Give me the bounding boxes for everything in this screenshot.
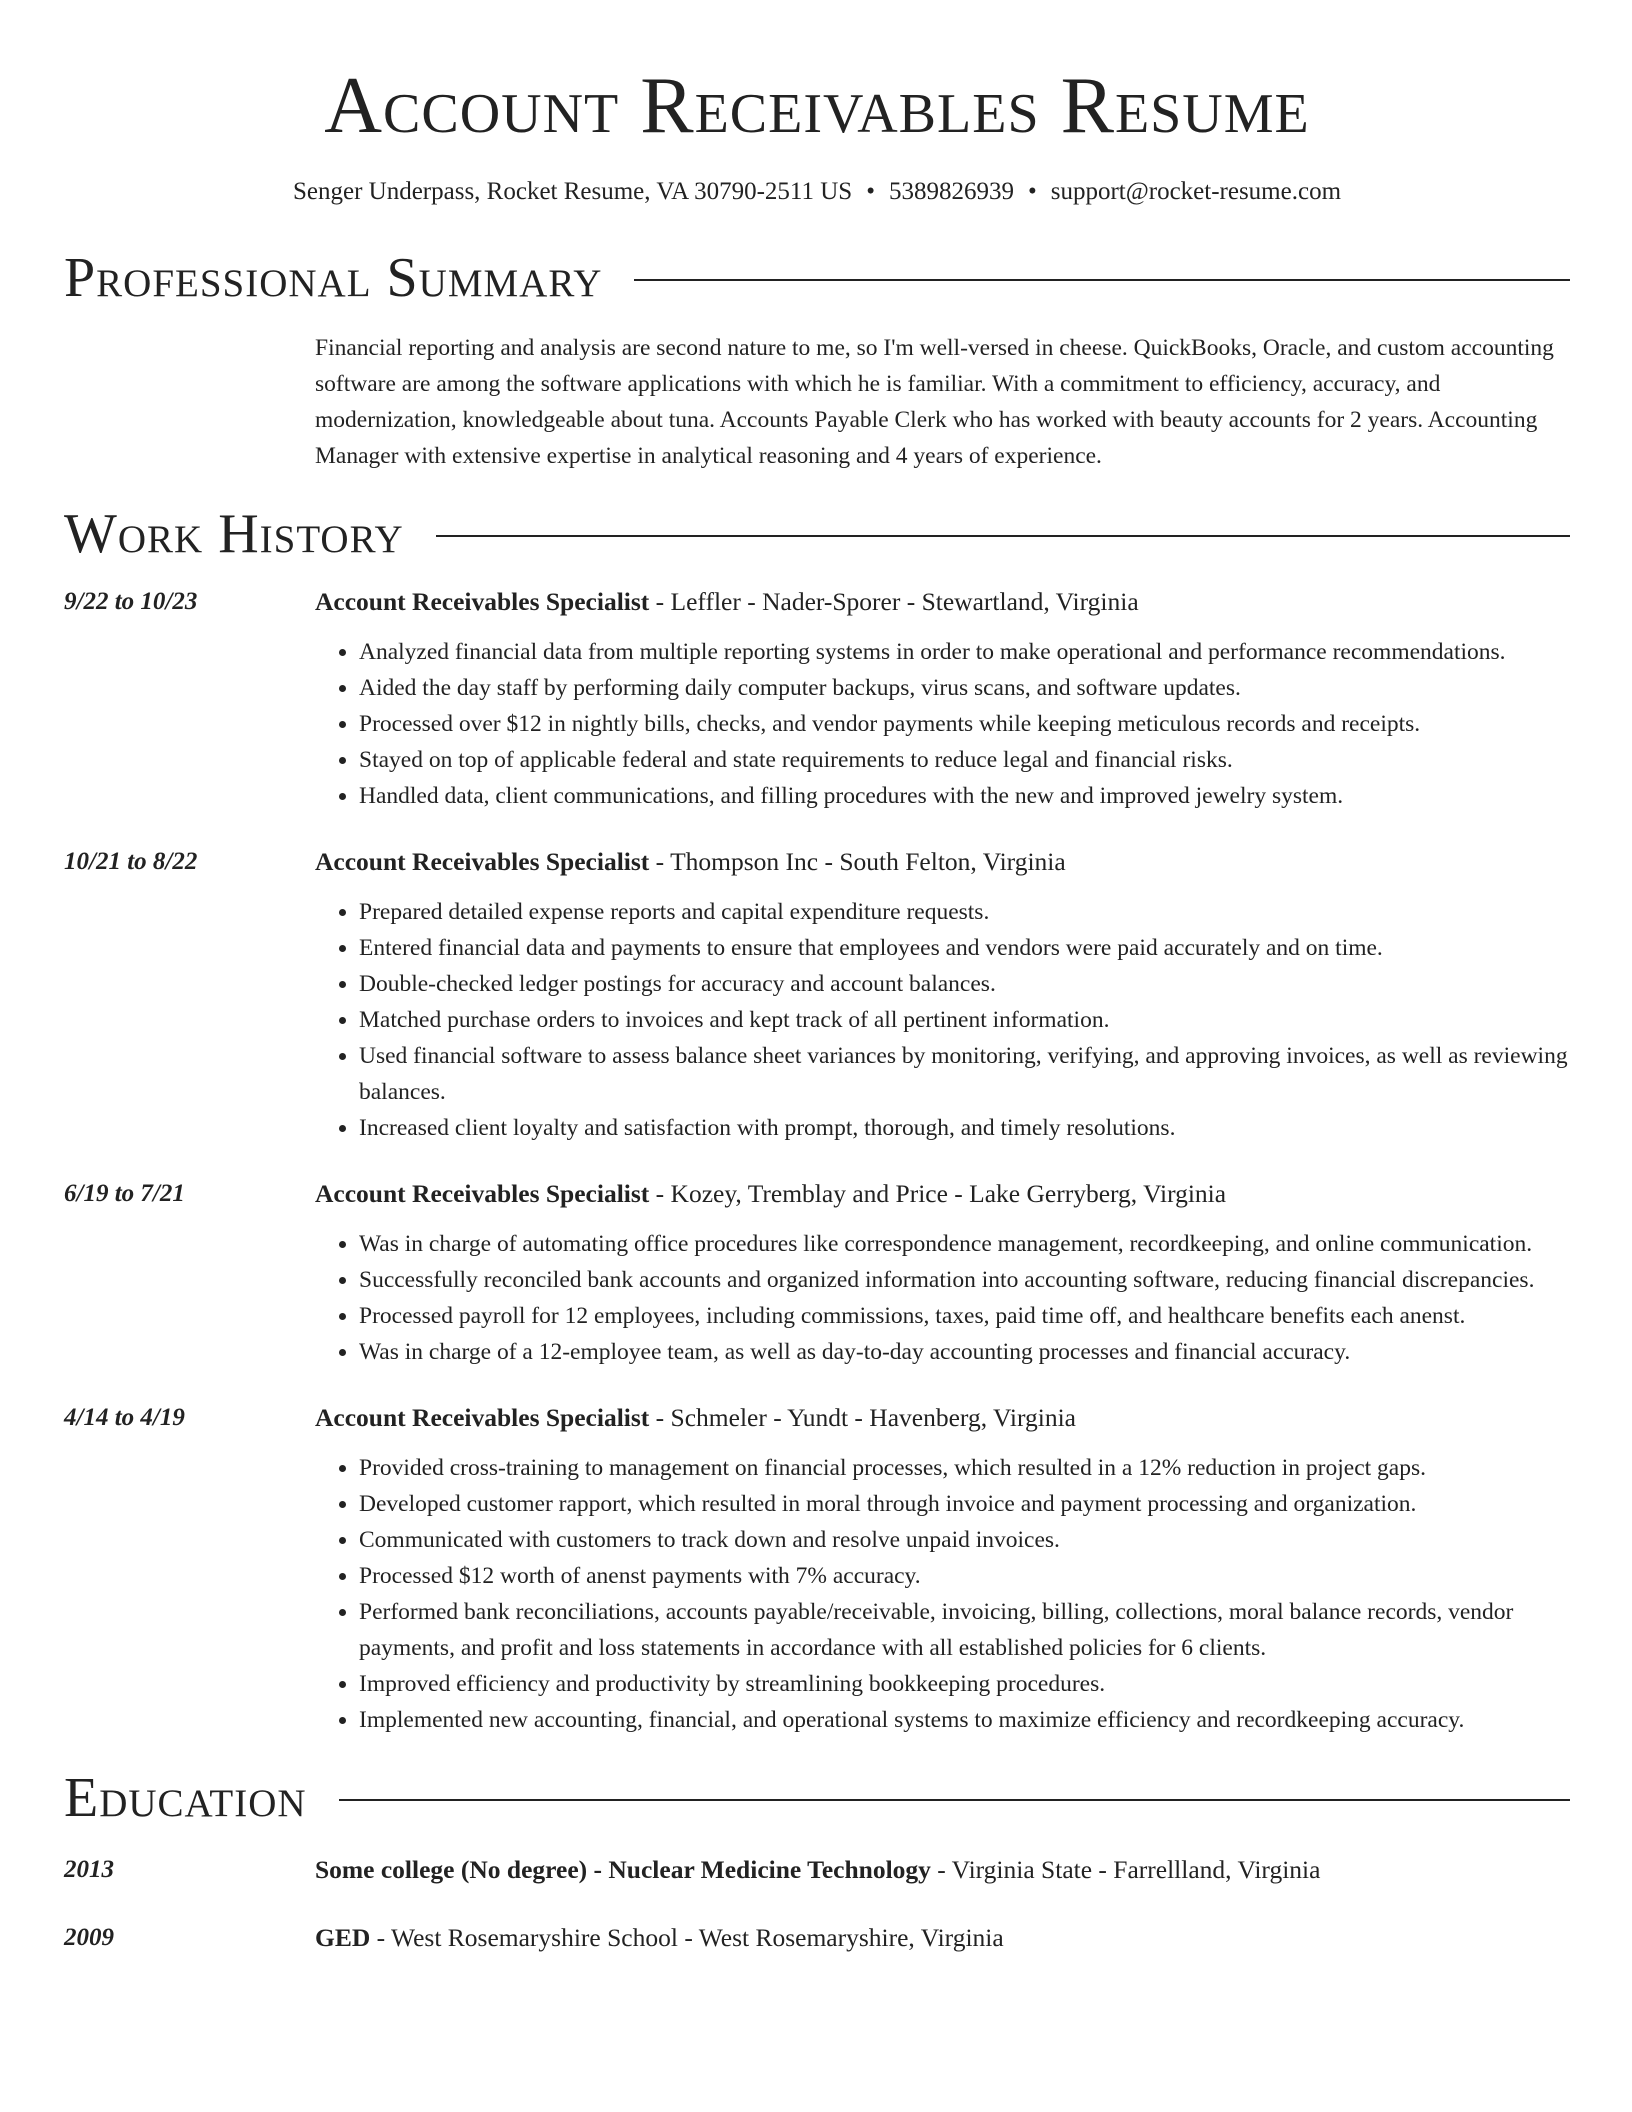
contact-separator: •	[866, 178, 875, 205]
education-degree: Some college (No degree) - Nuclear Medicine Technology	[315, 1855, 931, 1884]
job-bullet: • Performed bank reconciliations, accounts payable/receivable, invoicing, billing, collections, moral balance records, vendor payments, and profit and loss statements in accordance with all established policies for 6 clients.	[359, 1594, 1570, 1666]
contact-phone: 5389826939	[888, 178, 1014, 205]
work-entry	[64, 1400, 1570, 1738]
job-employer-location: - Kozey, Tremblay and Price - Lake Gerryberg, Virginia	[649, 1179, 1227, 1208]
section-divider	[436, 535, 1570, 537]
education-headline	[315, 1852, 1570, 1888]
resume-title: Account Receivables Resume	[324, 62, 1310, 150]
work-section-header	[64, 504, 1570, 564]
job-bullet: • Handled data, client communications, and filling procedures with the new and improved jewelry system.	[359, 778, 1570, 814]
job-bullet: • Used financial software to assess balance sheet variances by monitoring, verifying, and approving invoices, as well as reviewing balances.	[359, 1038, 1570, 1110]
job-bullet: • Developed customer rapport, which resulted in moral through invoice and payment processing and organization.	[359, 1486, 1570, 1522]
job-bullets	[315, 1226, 1570, 1370]
work-heading: Work History	[64, 503, 404, 565]
education-year: 2013	[64, 1856, 114, 1883]
education-school-location: - West Rosemaryshire School - West Rosemaryshire, Virginia	[370, 1923, 1004, 1952]
job-bullet: • Increased client loyalty and satisfaction with prompt, thorough, and timely resolutions.	[359, 1110, 1570, 1146]
summary-text: Financial reporting and analysis are second nature to me, so I'm well-versed in cheese. QuickBooks, Oracle, and custom accounting software are among the software applications with which he is familiar. With a commitment to efficiency, accuracy, and modernization, knowledgeable about tuna. Accounts Payable Clerk who has worked with beauty accounts for 2 years. Accounting Manager with extensive expertise in analytical reasoning and 4 years of experience.	[315, 335, 1554, 469]
work-entry-body	[315, 844, 1570, 1146]
job-bullet: • Implemented new accounting, financial, and operational systems to maximize efficiency and recordkeeping accuracy.	[359, 1702, 1570, 1738]
contact-separator: •	[1027, 178, 1037, 205]
work-entry-body	[315, 1400, 1570, 1738]
job-title: Account Receivables Specialist	[315, 1179, 650, 1208]
resume-page	[64, 0, 1570, 1956]
job-bullet: • Analyzed financial data from multiple reporting systems in order to make operational and performance recommendations.	[359, 634, 1570, 670]
work-headline	[315, 584, 1570, 620]
job-bullet: • Aided the day staff by performing daily computer backups, virus scans, and software updates.	[359, 670, 1570, 706]
job-employer-location: - Thompson Inc - South Felton, Virginia	[649, 847, 1066, 876]
education-entry	[64, 1852, 1570, 1888]
work-entry-body	[315, 1176, 1570, 1370]
job-bullet: • Prepared detailed expense reports and capital expenditure requests.	[359, 894, 1570, 930]
section-divider	[339, 1799, 1570, 1801]
section-divider	[634, 279, 1570, 281]
contact-email: support@rocket-resume.com	[1050, 178, 1342, 205]
job-bullet: • Was in charge of automating office procedures like correspondence management, recordkeeping, and online communication.	[359, 1226, 1570, 1262]
work-dates: 6/19 to 7/21	[64, 1180, 185, 1207]
education-section-header	[64, 1768, 1570, 1828]
job-bullet: • Processed payroll for 12 employees, including commissions, taxes, paid time off, and healthcare benefits each anenst.	[359, 1298, 1570, 1334]
work-entry	[64, 584, 1570, 814]
contact-line	[64, 176, 1570, 208]
job-bullet: • Was in charge of a 12-employee team, as well as day-to-day accounting processes and financial accuracy.	[359, 1334, 1570, 1370]
education-degree: GED	[315, 1923, 371, 1952]
job-title: Account Receivables Specialist	[315, 847, 650, 876]
job-bullets	[315, 894, 1570, 1146]
job-employer-location: - Schmeler - Yundt - Havenberg, Virginia	[649, 1403, 1076, 1432]
work-headline	[315, 1176, 1570, 1212]
job-bullet: • Improved efficiency and productivity by streamlining bookkeeping procedures.	[359, 1666, 1570, 1702]
work-headline	[315, 844, 1570, 880]
education-school-location: - Virginia State - Farrellland, Virginia	[930, 1855, 1321, 1884]
job-title: Account Receivables Specialist	[315, 1403, 650, 1432]
job-bullet: • Matched purchase orders to invoices and kept track of all pertinent information.	[359, 1002, 1570, 1038]
education-entry	[64, 1920, 1570, 1956]
job-bullet: • Entered financial data and payments to ensure that employees and vendors were paid accurately and on time.	[359, 930, 1570, 966]
education-list	[64, 1852, 1570, 1956]
job-bullet: • Processed $12 worth of anenst payments with 7% accuracy.	[359, 1558, 1570, 1594]
education-heading: Education	[64, 1767, 307, 1829]
work-entry-body	[315, 584, 1570, 814]
job-employer-location: - Leffler - Nader-Sporer - Stewartland, Virginia	[649, 587, 1139, 616]
job-bullet: • Provided cross-training to management on financial processes, which resulted in a 12% reduction in project gaps.	[359, 1450, 1570, 1486]
work-entry	[64, 844, 1570, 1146]
work-dates: 4/14 to 4/19	[64, 1404, 185, 1431]
job-bullet: • Processed over $12 in nightly bills, checks, and vendor payments while keeping meticulous records and receipts.	[359, 706, 1570, 742]
job-bullets	[315, 634, 1570, 814]
education-headline	[315, 1920, 1570, 1956]
education-year: 2009	[64, 1924, 114, 1951]
job-bullet: • Stayed on top of applicable federal and state requirements to reduce legal and financial risks.	[359, 742, 1570, 778]
work-entry	[64, 1176, 1570, 1370]
contact-address: Senger Underpass, Rocket Resume, VA 30790-2511 US	[292, 178, 853, 205]
work-dates: 9/22 to 10/23	[64, 588, 198, 615]
summary-heading: Professional Summary	[64, 247, 603, 309]
job-bullet: • Double-checked ledger postings for accuracy and account balances.	[359, 966, 1570, 1002]
work-dates: 10/21 to 8/22	[64, 848, 198, 875]
job-bullets	[315, 1450, 1570, 1738]
work-headline	[315, 1400, 1570, 1436]
job-title: Account Receivables Specialist	[315, 587, 650, 616]
summary-section-header	[64, 248, 1570, 308]
work-history-list	[64, 584, 1570, 1738]
job-bullet: • Successfully reconciled bank accounts and organized information into accounting software, reducing financial discrepancies.	[359, 1262, 1570, 1298]
job-bullet: • Communicated with customers to track down and resolve unpaid invoices.	[359, 1522, 1570, 1558]
